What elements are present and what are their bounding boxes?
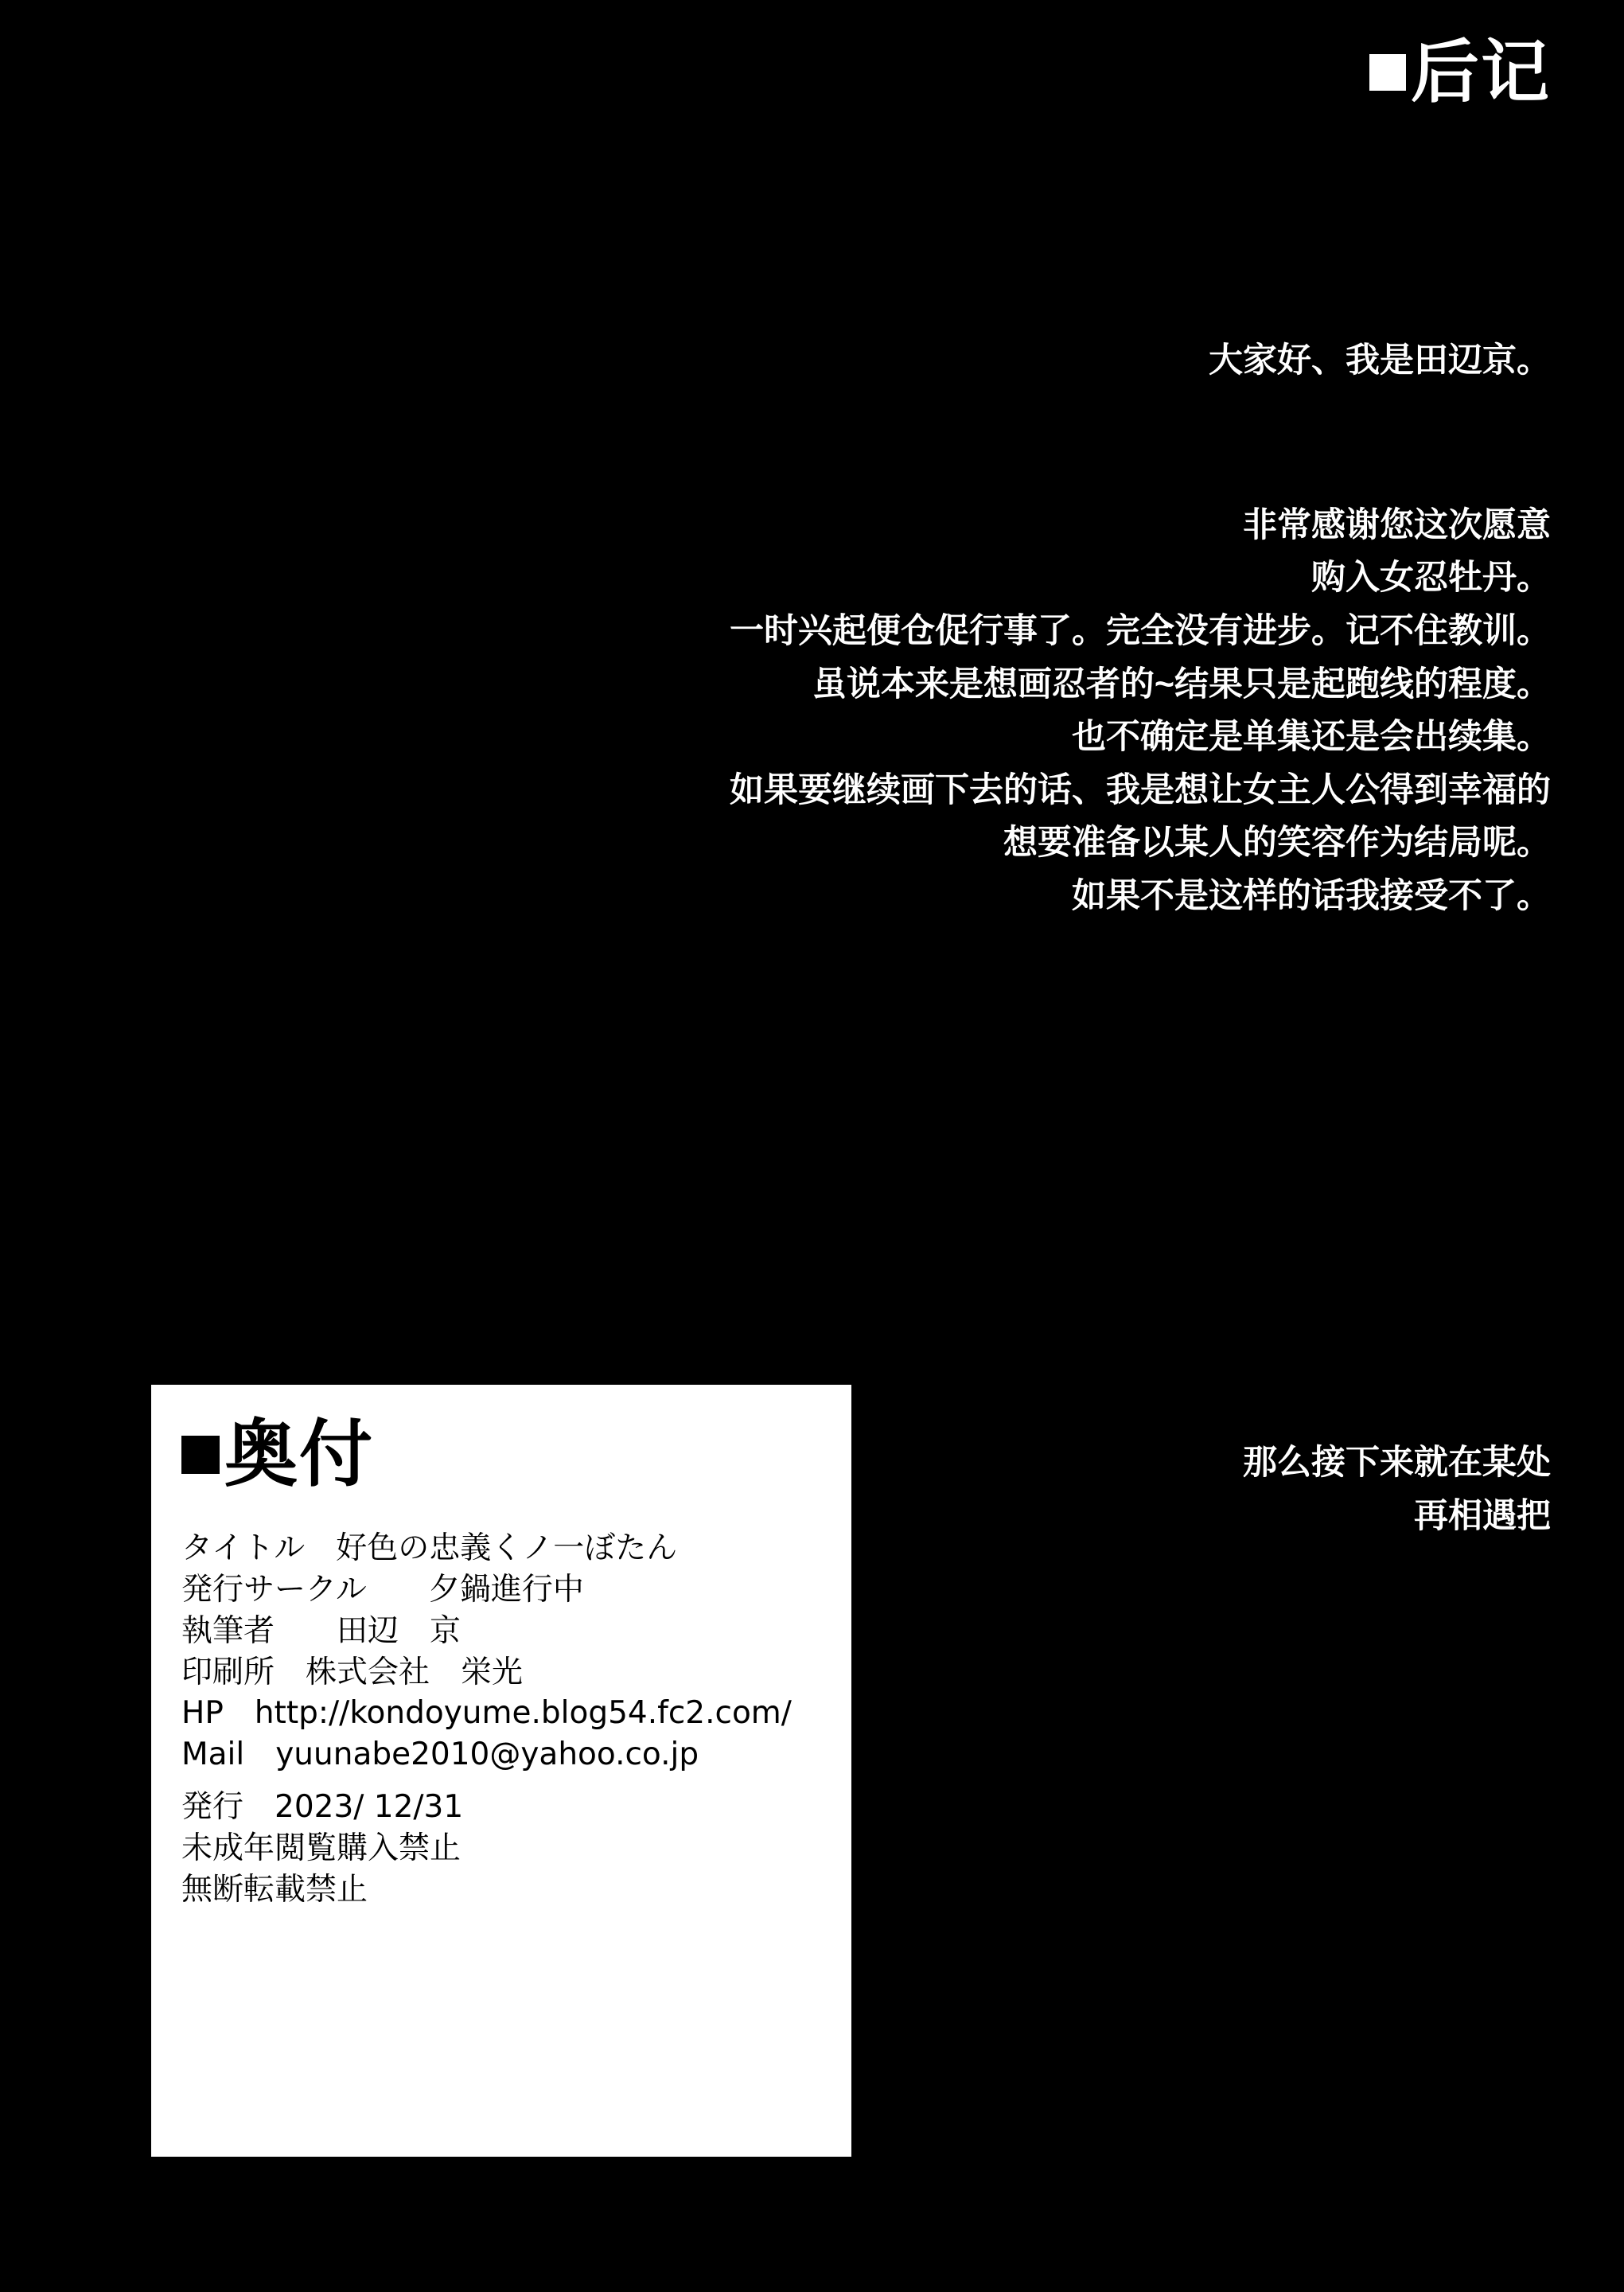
closing-line: 再相遇把 bbox=[1414, 1496, 1551, 1535]
colophon-heading-label: 奥付 bbox=[224, 1414, 375, 1495]
colophon-line-date: 発行 2023/ 12/31 bbox=[181, 1789, 464, 1826]
colophon-line: 発行サークル 夕鍋進行中 bbox=[181, 1571, 584, 1608]
afterword-heading bbox=[1369, 34, 1551, 111]
afterword-line: 也不确定是单集还是会出续集。 bbox=[1072, 718, 1551, 757]
afterword-greeting: 大家好、我是田辺京。 bbox=[1209, 341, 1551, 380]
afterword-heading-label: 后记 bbox=[1411, 34, 1551, 111]
afterword-line: 想要准备以某人的笑容作为结局呢。 bbox=[1003, 824, 1551, 863]
colophon-line: 執筆者 田辺 京 bbox=[181, 1612, 461, 1649]
colophon-line-hp[interactable]: HP http://kondoyume.blog54.fc2.com/ bbox=[181, 1695, 792, 1732]
colophon-line-notice: 未成年閲覧購入禁止 bbox=[181, 1830, 461, 1867]
colophon-line-notice: 無断転載禁止 bbox=[181, 1871, 368, 1908]
square-marker-icon bbox=[1369, 54, 1406, 91]
afterword-line: 非常感谢您这次愿意 bbox=[1243, 505, 1551, 544]
square-marker-icon bbox=[181, 1436, 220, 1474]
colophon-details bbox=[181, 1528, 821, 1911]
spacer bbox=[181, 1776, 821, 1787]
colophon-panel bbox=[151, 1385, 851, 2157]
colophon-line: タイトル 好色の忠義くノ一ぼたん bbox=[181, 1530, 678, 1566]
colophon-line: 印刷所 株式会社 栄光 bbox=[181, 1654, 524, 1690]
colophon-line-mail[interactable]: Mail yuunabe2010@yahoo.co.jp bbox=[181, 1737, 699, 1773]
afterword-line: 如果要继续画下去的话、我是想让女主人公得到幸福的 bbox=[730, 770, 1551, 809]
colophon-heading bbox=[181, 1414, 821, 1495]
afterword-body bbox=[262, 334, 1551, 923]
closing-line: 那么接下来就在某处 bbox=[1243, 1444, 1551, 1482]
afterword-line: 虽说本来是想画忍者的~结果只是起跑线的程度。 bbox=[812, 665, 1551, 704]
afterword-line: 一时兴起便仓促行事了。完全没有进步。记不住教训。 bbox=[730, 611, 1551, 650]
afterword-line: 如果不是这样的话我接受不了。 bbox=[1072, 877, 1551, 916]
afterword-line: 购入女忍牡丹。 bbox=[1311, 559, 1551, 598]
